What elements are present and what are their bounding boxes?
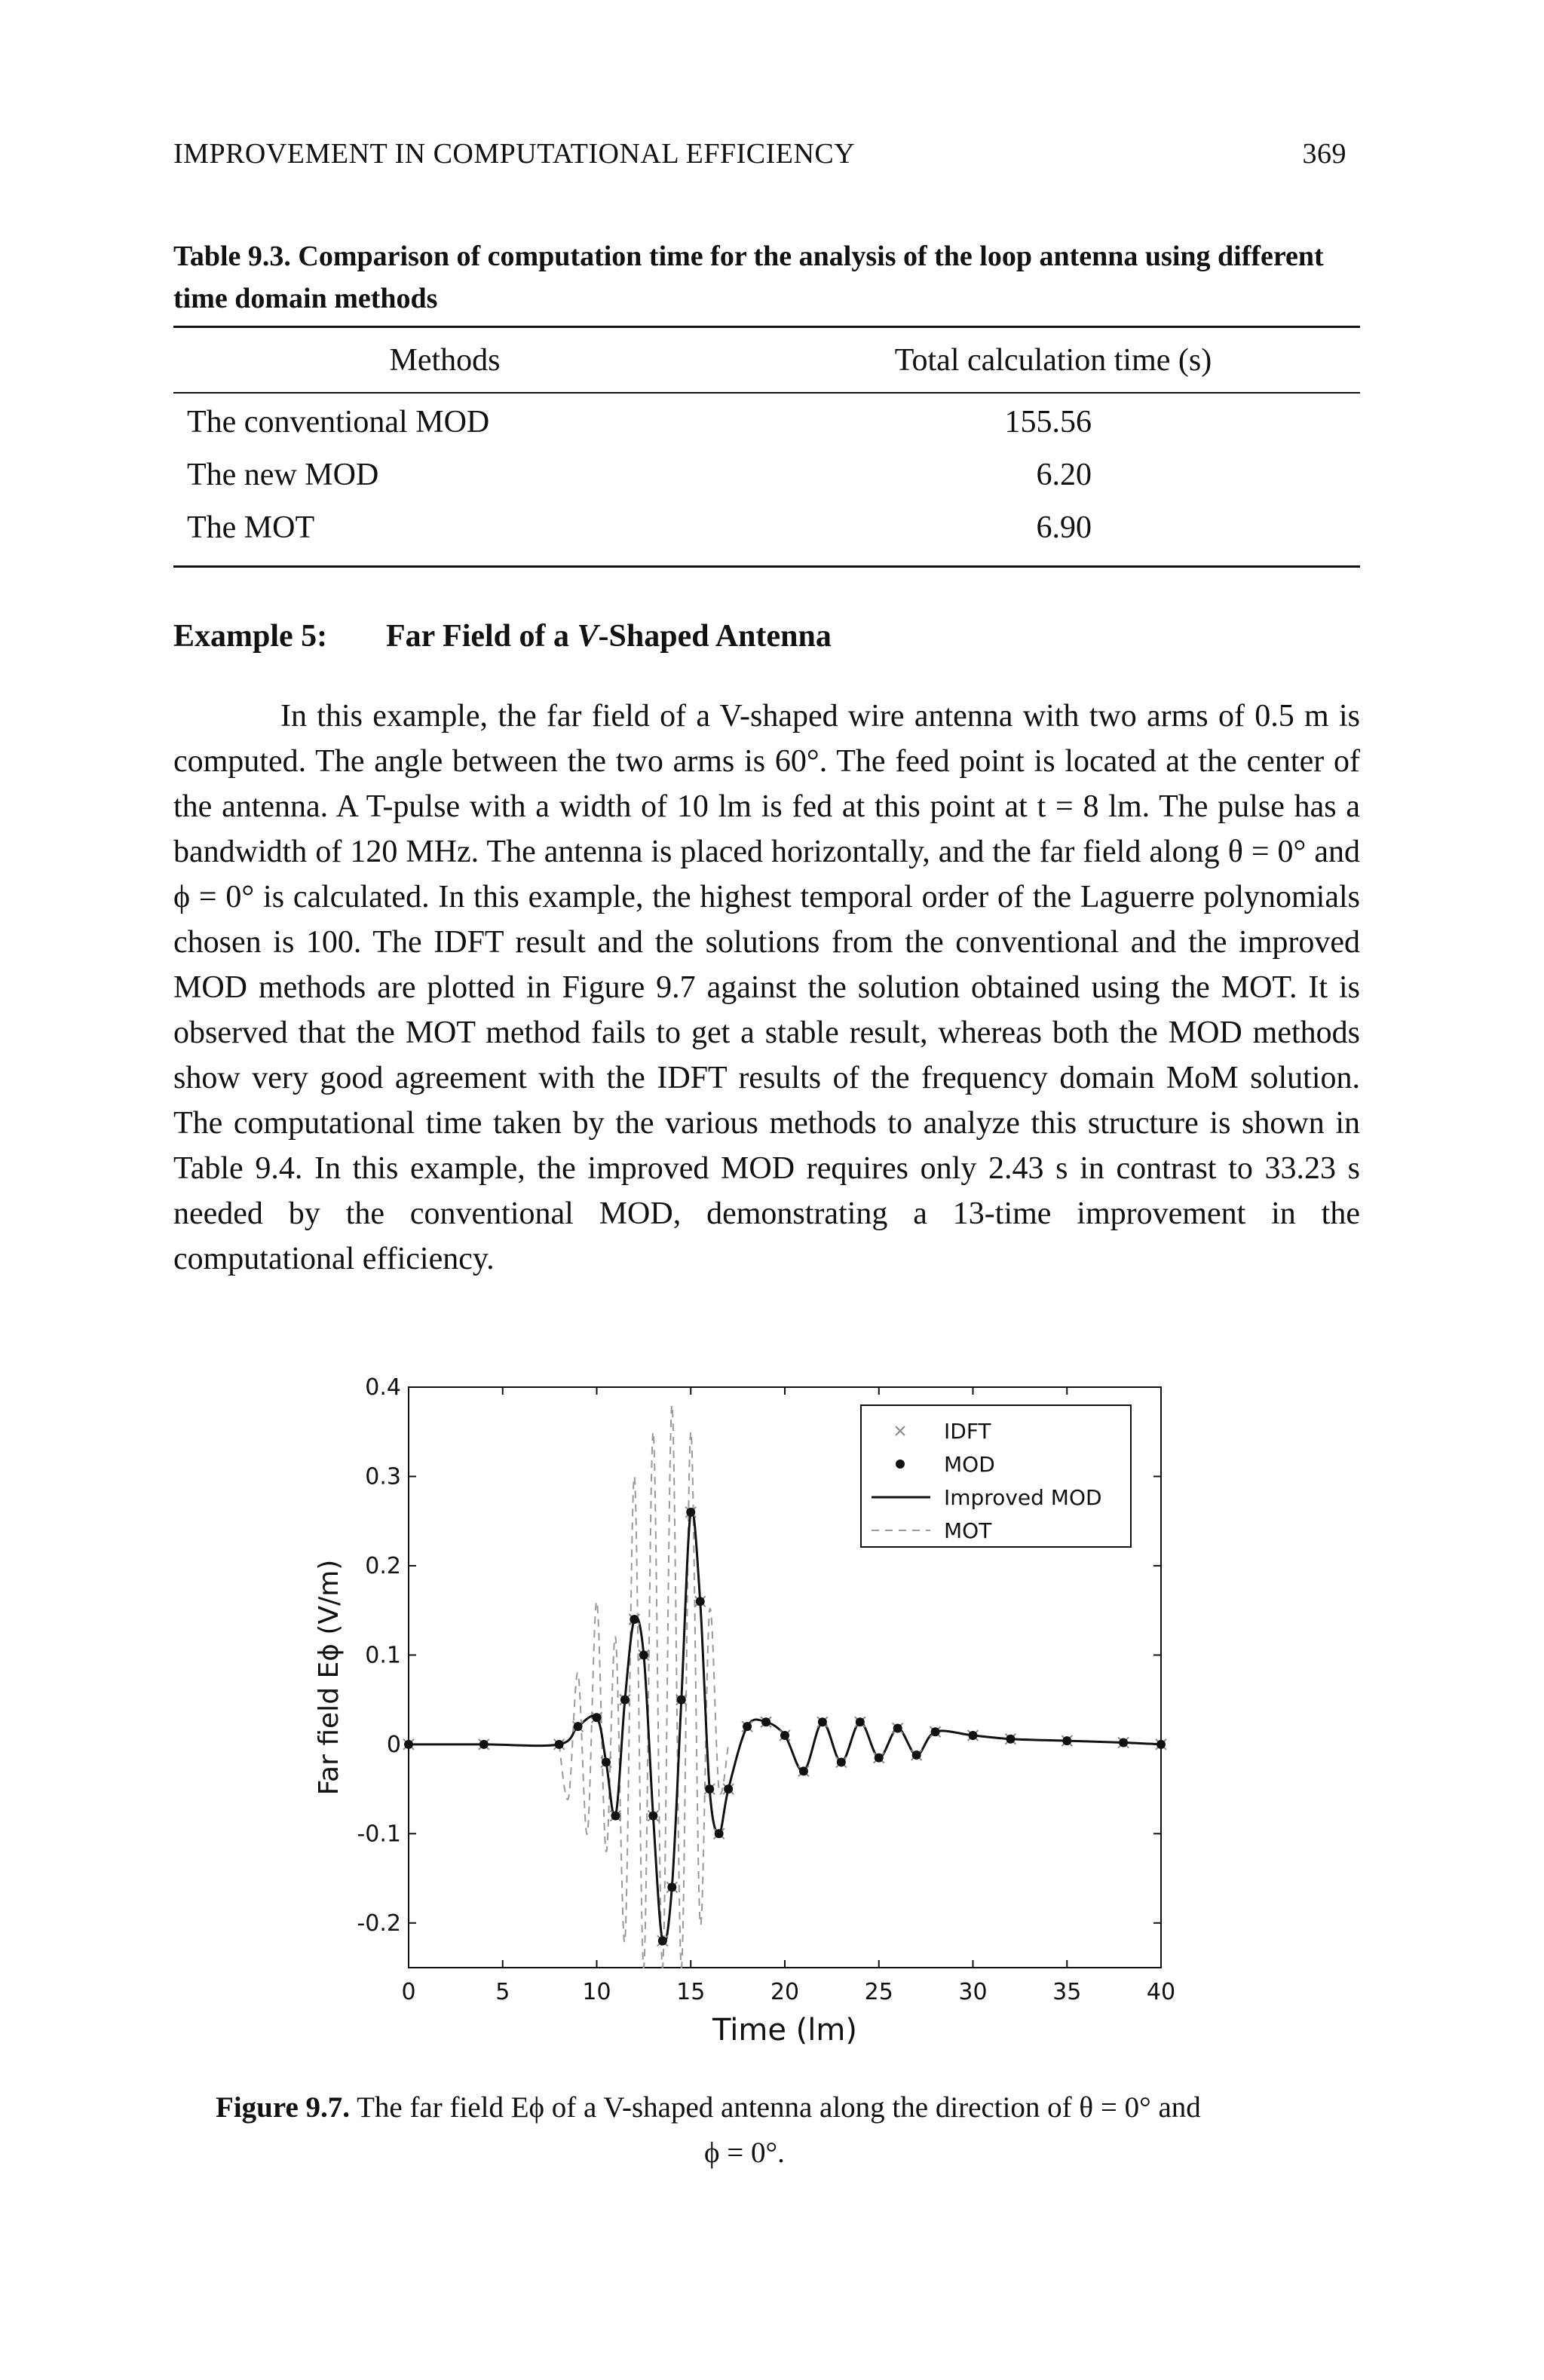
table-caption: Table 9.3. Comparison of computation time for the analysis of the loop antenna using different time domain methods xyxy=(173,240,1324,314)
method-cell: The new MOD xyxy=(187,458,379,492)
mod-point xyxy=(555,1740,564,1749)
legend-mod-marker xyxy=(896,1460,905,1469)
y-tick-label: 0.4 xyxy=(365,1374,401,1401)
method-cell: The MOT xyxy=(187,510,315,545)
series-improved-mod-line xyxy=(409,1509,1161,1944)
figure-caption xyxy=(216,2085,1346,2176)
mod-point xyxy=(630,1615,639,1624)
mod-point xyxy=(620,1695,630,1705)
mod-point xyxy=(593,1713,602,1722)
table-top-rule xyxy=(173,326,1360,328)
mod-point xyxy=(724,1784,733,1793)
page-number: 369 xyxy=(1302,138,1346,170)
mod-point xyxy=(404,1740,413,1749)
table-row xyxy=(173,404,1360,449)
mod-point xyxy=(574,1722,583,1731)
example-heading xyxy=(173,618,832,654)
mod-point xyxy=(856,1717,865,1726)
example-title-pre: Far Field of a xyxy=(386,619,577,654)
legend-label: MOD xyxy=(944,1452,995,1477)
figure-label: Figure 9.7. xyxy=(216,2091,351,2124)
figure-caption-text-2: ϕ = 0°. xyxy=(704,2136,785,2169)
method-cell: The conventional MOD xyxy=(187,405,490,440)
time-cell: 6.90 xyxy=(1036,510,1092,545)
table-row xyxy=(173,457,1360,502)
mod-point xyxy=(602,1758,611,1767)
figure-9-7 xyxy=(302,1372,1206,2073)
body-paragraph: In this example, the far field of a V-shaped wire antenna with two arms of 0.5 m is computed. The angle between the two arms is 60°. The feed point is located at the center of the antenna. A T-pulse with a width of 10 lm is fed at this point at t = 8 lm. The pulse has a bandwidth of 120 MHz. The antenna is placed horizontally, and the far field along θ = 0° and ϕ = 0° is calculated. In this example, the highest temporal order of the Laguerre polynomials chosen is 100. The IDFT result and the solutions from the conventional and the improved MOD methods are plotted in Figure 9.7 against the solution obtained using the MOT. It is observed that the MOT method fails to get a stable result, whereas both the MOD methods show very good agreement with the IDFT results of the frequency domain MoM solution. The computational time taken by the various methods to analyze this structure is shown in Table 9.4. In this example, the improved MOD requires only 2.43 s in contrast to 33.23 s needed by the conventional MOD, demonstrating a 13-time improvement in the computational efficiency. xyxy=(173,699,1360,1276)
mod-point xyxy=(931,1727,940,1736)
mod-point xyxy=(1156,1740,1166,1749)
x-tick-label: 10 xyxy=(582,1979,611,2005)
legend-label: IDFT xyxy=(944,1419,991,1444)
example-title-post: -Shaped Antenna xyxy=(598,619,832,654)
example-title xyxy=(386,618,832,654)
table-header-rule xyxy=(173,392,1360,394)
x-tick-label: 35 xyxy=(1052,1979,1082,2005)
x-tick-label: 30 xyxy=(958,1979,988,2005)
far-field-chart xyxy=(302,1372,1206,2073)
mod-point xyxy=(875,1754,884,1763)
x-tick-label: 5 xyxy=(495,1979,510,2005)
legend-label: MOT xyxy=(944,1518,992,1543)
mod-point xyxy=(799,1766,808,1775)
mod-point xyxy=(1119,1738,1128,1747)
example-label: Example 5: xyxy=(173,619,328,654)
y-tick-label: 0 xyxy=(386,1731,401,1758)
mod-point xyxy=(658,1936,667,1945)
y-tick-label: -0.2 xyxy=(357,1910,401,1937)
legend-box xyxy=(861,1405,1131,1547)
mod-point xyxy=(705,1784,714,1793)
example-title-var: V xyxy=(577,619,599,654)
series-mot-line xyxy=(559,1405,729,1968)
x-tick-label: 0 xyxy=(401,1979,416,2005)
time-cell: 6.20 xyxy=(1036,458,1092,492)
mod-point xyxy=(743,1722,752,1731)
mod-point xyxy=(648,1812,657,1821)
running-title: IMPROVEMENT IN COMPUTATIONAL EFFICIENCY xyxy=(173,138,856,170)
mod-point xyxy=(761,1717,770,1726)
y-axis-label: Far field Eϕ (V/m) xyxy=(314,1559,345,1796)
x-axis-label: Time (lm) xyxy=(712,2013,857,2048)
time-cell: 155.56 xyxy=(1004,405,1092,440)
y-tick-label: 0.2 xyxy=(365,1552,401,1579)
y-tick-label: 0.1 xyxy=(365,1642,401,1669)
mod-point xyxy=(667,1882,676,1891)
mod-point xyxy=(1062,1736,1071,1745)
mod-point xyxy=(969,1731,978,1740)
legend-label: Improved MOD xyxy=(944,1485,1102,1510)
figure-caption-text: The far field Eϕ of a V-shaped antenna along the direction of θ = 0° and xyxy=(357,2091,1201,2124)
x-tick-label: 40 xyxy=(1146,1979,1176,2005)
x-tick-label: 20 xyxy=(770,1979,800,2005)
mod-point xyxy=(837,1758,846,1767)
running-header xyxy=(173,137,1346,170)
table-row xyxy=(173,510,1360,555)
mod-point xyxy=(818,1717,827,1726)
mod-point xyxy=(715,1829,724,1838)
mod-point xyxy=(696,1597,705,1606)
mod-point xyxy=(780,1731,789,1740)
table-bottom-rule xyxy=(173,565,1360,568)
mod-point xyxy=(677,1695,686,1705)
x-tick-label: 25 xyxy=(864,1979,893,2005)
mod-point xyxy=(611,1812,620,1821)
column-header-time: Total calculation time (s) xyxy=(894,343,1212,378)
y-tick-label: -0.1 xyxy=(357,1821,401,1848)
mod-point xyxy=(912,1751,921,1760)
mod-point xyxy=(686,1508,695,1517)
mod-point xyxy=(479,1740,489,1749)
y-tick-label: 0.3 xyxy=(365,1463,401,1490)
x-tick-label: 15 xyxy=(676,1979,706,2005)
mod-point xyxy=(893,1724,902,1733)
column-header-methods: Methods xyxy=(389,343,501,378)
mod-point xyxy=(639,1650,648,1659)
mod-point xyxy=(1006,1735,1015,1744)
